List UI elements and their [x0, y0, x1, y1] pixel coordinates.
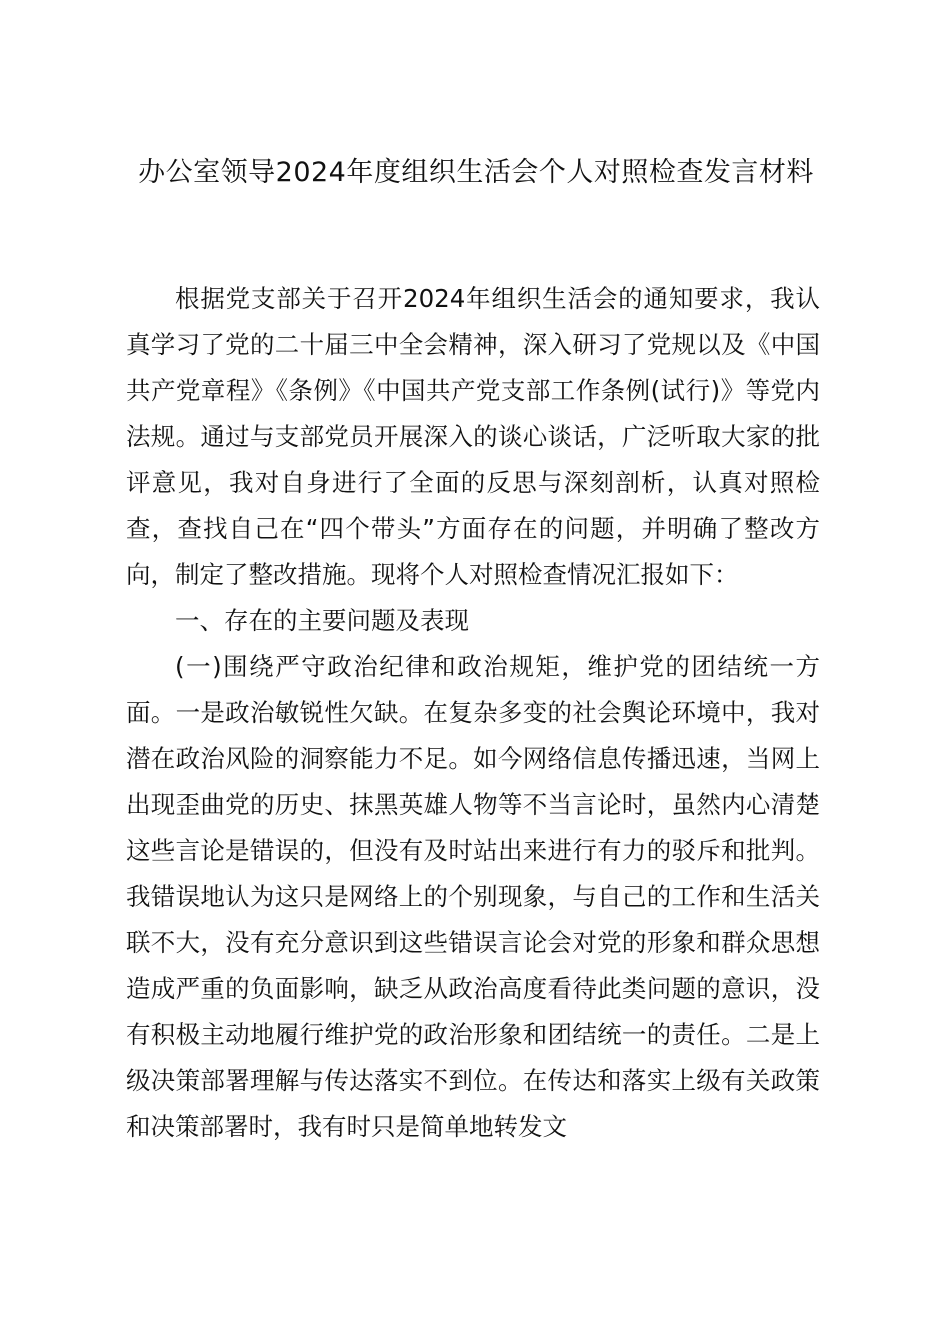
document-body [126, 276, 820, 1150]
section-heading: 一、存在的主要问题及表现 [175, 606, 469, 635]
intro-paragraph: 根据党支部关于召开2024年组织生活会的通知要求，我认真学习了党的二十届三中全会精神，深入研习了党规以及《中国共产党章程》《条例》《中国共产党支部工作条例(试行)》等党内法规。通过与支部党员开展深入的谈心谈话，广泛听取大家的批评意见，我对自身进行了全面的反思与深刻剖析，认真对照检查，查找自己在“四个带头”方面存在的问题，并明确了整改方向，制定了整改措施。现将个人对照检查情况汇报如下： [126, 284, 820, 589]
section-paragraph: (一)围绕严守政治纪律和政治规矩，维护党的团结统一方面。一是政治敏锐性欠缺。在复杂多变的社会舆论环境中，我对潜在政治风险的洞察能力不足。如今网络信息传播迅速，当网上出现歪曲党的历史、抹黑英雄人物等不当言论时，虽然内心清楚这些言论是错误的，但没有及时站出来进行有力的驳斥和批判。我错误地认为这只是网络上的个别现象，与自己的工作和生活关联不大，没有充分意识到这些错误言论会对党的形象和群众思想造成严重的负面影响，缺乏从政治高度看待此类问题的意识，没有积极主动地履行维护党的政治形象和团结统一的责任。二是上级决策部署理解与传达落实不到位。在传达和落实上级有关政策和决策部署时，我有时只是简单地转发文 [126, 652, 820, 1141]
document-title: 办公室领导2024年度组织生活会个人对照检查发言材料 [138, 157, 814, 188]
